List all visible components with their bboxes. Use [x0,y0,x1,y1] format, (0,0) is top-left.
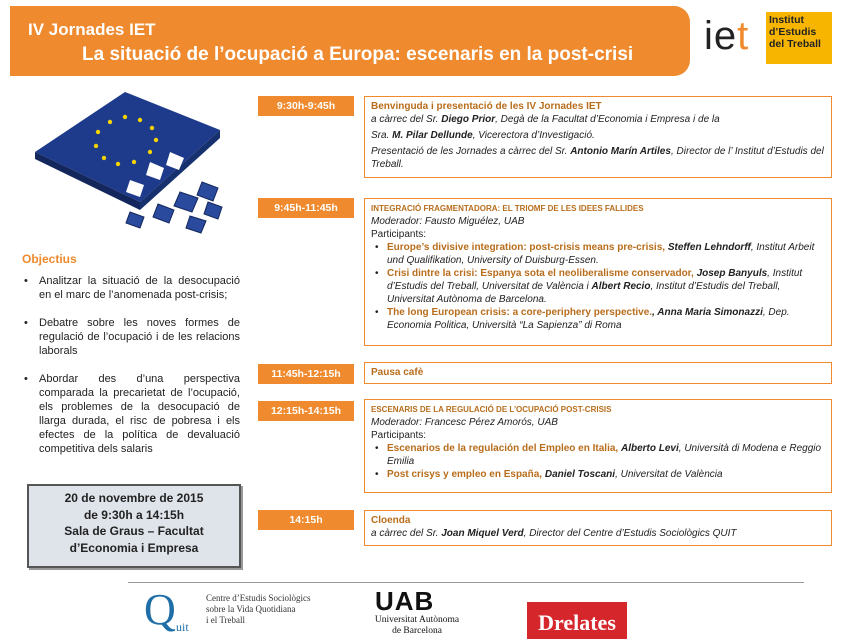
uab-line: de Barcelona [392,626,442,636]
logo-line-2: d’Estudis [769,26,817,38]
text: , Vicerectora d’Investigació. [472,130,595,141]
participant-item [371,306,825,332]
affiliation: , Universitat de València [615,469,723,480]
affiliation: , Institut d’Estudis del Treball, Universitat de València i [387,268,803,292]
quit-logo-text [206,593,311,626]
text: Presentació de les Jornades a càrrec del Sr. [371,146,571,157]
affiliation: , Institut d’Estudis del Treball, Universitat Autònoma de Barcelona. [387,281,781,305]
objectives-list [22,274,240,470]
event-subtitle: IV Jornades IET [28,20,156,39]
text: a càrrec del Sr. [371,114,442,125]
session-title: Cloenda [371,515,411,526]
session-time: 12:15h-14:15h [258,401,354,421]
header-banner [10,6,690,76]
session-time: 14:15h [258,510,354,530]
participants-label: Participants: [371,229,427,240]
session-box-coffee-break [364,362,832,384]
uab-logo-text [362,615,472,637]
quit-logo-sub: uit [176,620,189,634]
talk-title: Post crisys y empleo en España, [387,469,545,480]
affiliation: , Dep. Economia Politica, Università “La Sapienza” di Roma [387,307,790,331]
speaker-name: Antonio Marín Artiles [570,146,671,157]
event-venue-line-2: d’Economia i Empresa [69,540,199,555]
uab-line: Universitat Autònoma [374,615,460,625]
participant-item [371,267,825,306]
event-date-box [27,484,241,568]
speaker-name: , Anna Maria Simonazzi [652,307,763,318]
event-hours: de 9:30h a 14:15h [83,507,185,522]
talk-title: Europe’s divisive integration: post-crisis means pre-crisis, [387,242,668,253]
text: , Director del Centre d’Estudis Sociològics QUIT [523,528,737,539]
session-title: ESCENARIS DE LA REGULACIÓ DE L’OCUPACIÓ POST-CRISIS [371,405,612,414]
event-venue-line-1: Sala de Graus – Facultat [64,524,204,538]
talk-title: Crisi dintre la crisi: Espanya sota el neoliberalisme conservador, [387,268,697,279]
speaker-name: Alberto Levi [620,443,679,454]
talk-title: Escenarios de la regulación del Empleo en Italia, [387,443,621,454]
session-title: Pausa cafè [371,367,424,378]
objectives-heading: Objectius [22,252,77,266]
quit-line: Centre d’Estudis Sociològics [206,593,311,603]
session-box-welcome [364,96,832,178]
text: a càrrec del Sr. [371,528,442,539]
participant-item [371,468,825,481]
participants-list [371,442,825,481]
text: Sra. [371,130,393,141]
participant-item [371,442,825,468]
logo-line-1: Institut [769,14,804,26]
objective-item: • Abordar des d’una perspectiva comparada la precarietat de l’ocupació, els problemes de la desocupació de llarga durada, el risc de pobresa i els efectes de la política de devaluació competitiva dels salaris [22,372,240,456]
speaker-name: Josep Banyuls [696,268,768,279]
uab-logo: UAB [375,586,435,616]
session-box-fragmented-integration [364,198,832,346]
text: , Degà de la Facultat d’Economia i Empresa i de la [495,114,720,125]
speaker-name: Daniel Toscani [544,469,616,480]
text: , Director de l’ Institut d’Estudis del Treball. [371,146,824,170]
eu-puzzle-image [30,92,230,237]
objective-item: • Debatre sobre les noves formes de regulació de l’ocupació i de les relacions laborals [22,316,240,358]
talk-title: The long European crisis: a core-periphery perspective. [387,307,653,318]
iet-logo [704,8,836,64]
speaker-name: Albert Recio [591,281,651,292]
event-date: 20 de novembre de 2015 [64,491,204,505]
quit-line: sobre la Vida Quotidiana [206,604,296,614]
participants-list [371,241,825,332]
objective-item: • Analitzar la situació de la desocupació en el marc de l’anomenada post-crisis; [22,274,240,302]
speaker-name: Diego Prior [441,114,496,125]
quit-logo: Q [144,585,176,634]
affiliation: , Institut Arbeit und Qualifikation, University of Duisburg-Essen. [387,242,815,266]
session-title: INTEGRACIÓ FRAGMENTADORA: EL TRIOMF DE LES IDEES FALLIDES [371,204,644,213]
speaker-name: M. Pilar Dellunde [392,130,473,141]
speaker-name: Steffen Lehndorff [667,242,751,253]
participant-item [371,241,825,267]
participants-label: Participants: [371,430,427,441]
session-time: 9:45h-11:45h [258,198,354,218]
iet-logo-letters: iet [704,14,750,58]
session-time: 9:30h-9:45h [258,96,354,116]
speaker-name: Joan Miquel Verd [441,528,524,539]
logo-line-3: del Treball [769,38,821,50]
moderator: Moderador: Fausto Miguélez, UAB [371,216,525,227]
session-box-regulation-scenarios [364,399,832,493]
moderator: Moderador: Francesc Pérez Amorós, UAB [371,417,558,428]
session-title: Benvinguda i presentació de les IV Jornades IET [371,101,602,112]
affiliation: , Università di Modena e Reggio Emilia [387,443,822,467]
iet-logo-box [766,12,832,64]
dreletes-logo: Drelates [527,602,627,639]
session-time: 11:45h-12:15h [258,364,354,384]
quit-line: i el Treball [206,615,246,625]
event-title: La situació de l’ocupació a Europa: escenaris en la post-crisi [82,44,634,65]
footer-divider [128,582,804,583]
session-box-closing [364,510,832,546]
